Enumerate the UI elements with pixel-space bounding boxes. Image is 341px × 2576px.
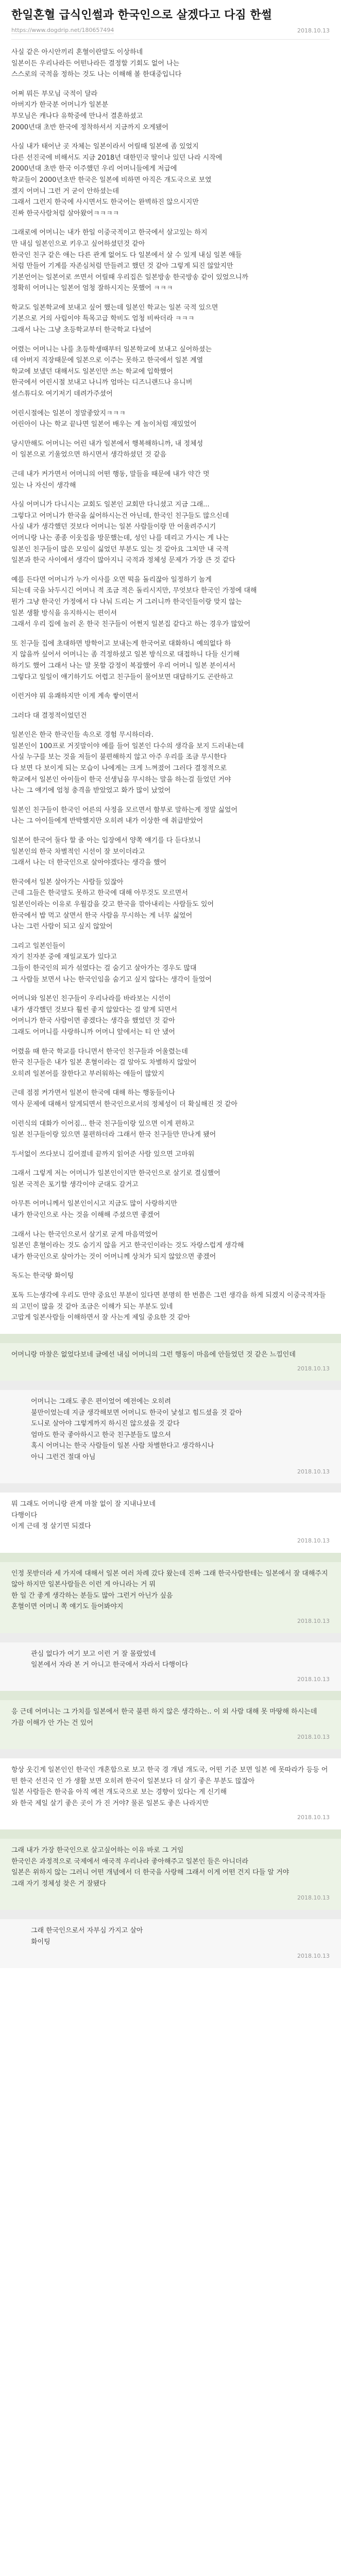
comment-date: 2018.10.13 xyxy=(297,1814,330,1821)
comment-text: 어머니랑 마찰은 없었다보네 글에선 내심 어머니의 그런 행동이 마음에 안들었던 것 같은 느낌인데 xyxy=(11,1350,296,1359)
post-paragraph: 근데 점점 커가면서 일본이 한국에 대해 하는 행동들이나 역사 문제에 대해서 알게되면서 한국인으로서의 정체성이 더 확실해진 것 같아 xyxy=(11,1089,238,1108)
post-paragraph: 그래서 그렇게 저는 어머니가 일본인이지만 한국인으로 살기로 결심했어 일본 국적은 포기할 생각이야 군대도 갈거고 xyxy=(11,1170,220,1189)
comment-text: 관심 없다가 여기 보고 이런 거 잘 몰랐었네 일본에서 자라 본 거 아니고 한국에서 자라서 다행이다 xyxy=(31,1650,189,1669)
post-paragraph: 그래서 나는 한국인으로서 살기로 굳게 마음먹었어 일본인 혼혈이라는 것도 숨기지 않을 거고 한국인이라는 것도 자랑스럽게 생각해 내가 한국인으로 살아가는 것이 어머니께 상처가 되지 않았으면 좋겠어 xyxy=(11,1230,244,1261)
comment-separator xyxy=(0,1334,341,1343)
comment-date: 2018.10.13 xyxy=(297,1675,330,1683)
comment-text: 뭐 그래도 어머니랑 관계 마찰 없이 잘 지내나보네 다행이다 이게 근데 정 살기면 되겠다 xyxy=(11,1500,156,1531)
comment-text: 그래 내가 가장 한국인으로 살고싶어하는 이유 바로 그 거임 한국인은 과정적으로 국제에서 애국적 우리나라 좋아해주고 일본인 들은 아니더라 일본은 위하지 않는 그러니 어떤 개념에서 더 한국을 사랑해 그래서 이게 어떤 건지 다들 알 거야 그래 자기 정체성 찾은 거 잘됐다 xyxy=(11,1846,289,1888)
post-paragraph: 한국에서 일본 살아가는 사람들 있잖아 근데 그들은 한국말도 못하고 한국에 대해 아무것도 모르면서 일본인이라는 이유로 우월감을 갖고 한국을 깎아내리는 사람들도 있어 한국에서 밥 먹고 살면서 한국 사람을 무시하는 게 너무 싫었어 나는 그런 사람이 되고 싶지 않았어 xyxy=(11,878,214,931)
post-paragraph: 어머니와 일본인 친구들이 우리나라를 바라보는 시선이 내가 생각했던 것보다 훨씬 좋지 않았다는 걸 알게 되면서 어머니가 한국 사람이면 좋겠다는 생각을 했었던 것 같아 그래도 어머니를 사랑하니까 어머니 앞에서는 티 안 냈어 xyxy=(11,995,177,1036)
comment-date: 2018.10.13 xyxy=(297,1537,330,1544)
post-paragraph: 아무튼 어머니께서 일본인이시고 지금도 많이 사랑하지만 내가 한국인으로 사는 것을 이해해 주셨으면 좋겠어 xyxy=(11,1200,178,1219)
comment-separator xyxy=(0,1829,341,1839)
comment-separator xyxy=(0,1553,341,1562)
post-paragraph: 사실 어머니가 다니시는 교회도 일본인 교회만 다니셨고 지금 그래... 그렇다고 어머니가 한국을 싫어하시는건 아닌데, 한국인 친구들도 많으신데 사실 내가 생각했던 것보다 어머니는 일본 사람들이랑 만 어울려주시기 어머니랑 나는 종종 이웃집을 방문했는데, 성인 나를 데리고 가시는 게 나는 일본인 친구들이 많은 모임이 싫었던 부분도 있는 것 같아요 그치만 내 국적 일본과 한국 사이에서 생각이 많아지니 국적과 정체성 문제가 가장 큰 것 같다 xyxy=(11,501,235,565)
comment-list xyxy=(0,1334,341,1968)
post-paragraph: 어렸을 때 한국 학교를 다니면서 한국인 친구들과 어울렸는데 한국 친구들은 내가 일본 혼혈이라는 걸 알아도 차별하지 않았어 오히려 일본어를 잘한다고 부러워하는 애들이 많았지 xyxy=(11,1047,197,1078)
post-paragraph: 당시만해도 어머니는 어린 내가 일본에서 행복해하니까, 내 정체성 이 일본으로 기울었으면 하시면서 생각하셨던 것 같음 xyxy=(11,439,203,459)
comment-text: 인정 못받더라 세 가지에 대해서 일본 여러 차례 갔다 왔는데 진짜 그래 한국사람한테는 일본에서 잘 대해주지 않아 하지만 일본사람들은 이런 게 아니라는 거 뭐 한 일 간 좋게 생각하는 분들도 많아 그런거 아닌가 싶음 혼혈이면 어머니 쪽 얘기도 들어봐야지 xyxy=(11,1569,328,1611)
comment-item xyxy=(0,1758,341,1829)
post-paragraph: 어렸는 어머니는 나를 초등학생때부터 일본학교에 보내고 싶어하셨는 데 아버지 직장때문에 일본으로 이주는 못하고 한국에서 일본 계열 학교에 보냈던 대해서도 일본인만 쓰는 학교에 입학했어 한국에서 어린시절 보내고 나니까 엄마는 디즈니랜드나 유니버 셜스튜디오 여기저기 데려가주셨어 xyxy=(11,345,212,398)
post-paragraph: 그리고 일본인들이 자기 친자분 중에 재일교포가 있다고 그들이 한국인의 피가 섞였다는 걸 숨기고 살아가는 경우도 많대 그 사람들 보면서 나는 한국인임을 숨기고 싶지 않다는 생각이 들었어 xyxy=(11,942,212,984)
post-paragraph: 그러다 대 결정적이었던건 xyxy=(11,711,87,720)
comment-text: 항상 웃긴게 일본인인 한국인 개혼합으로 보고 한국 경 개념 개도국, 어떤 기준 보면 일본 에 못따라가 등등 어떤 한국 선진국 인 가 생활 보면 오히려 한국이 일본보다 더 살기 좋은 부분도 많잖아 일본 사람들은 한국을 아직 예전 개도국으로 보는 경향이 있다는 게 신기해 와 한국 제일 살기 좋은 곳이 가 진 거야? 물론 일본도 좋은 나라지만 xyxy=(11,1766,328,1807)
comment-separator xyxy=(0,1483,341,1493)
post-paragraph: 어린시절에는 일본이 정말좋았지ㅋㅋㅋ 어린아이 나는 학교 끝나면 일본어 배우는 게 놀이처럼 재밌었어 xyxy=(11,409,197,429)
title-divider xyxy=(11,39,330,40)
post-title: 한일혼혈 급식인썰과 한국인으로 살겠다고 다짐 한썰 xyxy=(11,9,272,22)
post-date: 2018.10.13 xyxy=(297,27,330,34)
comment-date: 2018.10.13 xyxy=(297,1894,330,1902)
comment-date: 2018.10.13 xyxy=(297,1365,330,1372)
comment-date: 2018.10.13 xyxy=(297,1953,330,1960)
source-link[interactable]: https://www.dogdrip.net/180657494 xyxy=(11,27,114,33)
comment-text: 어머니는 그래도 좋은 편이었어 예전에는 오히려 불만이었는데 지금 생각해보면 어머니도 한국이 낯설고 힘드셨을 것 같아 도니로 살아야 그렇게까지 하시진 않으셨을 것 같다 엄마도 한국 좋아하시고 한국 친구분들도 많으셔 혹시 어머니는 한국 사람들이 일본 사람 차별한다고 생각하시나 아니 그런건 절대 아님 xyxy=(31,1398,242,1461)
comment-separator xyxy=(0,1910,341,1919)
post-paragraph: 어쩌 뭐든 부모님 국적이 달라 아버지가 한국분 어머니가 일본분 부모님은 캐나다 유학중에 만나서 결혼하셨고 2000년대 초반 한국에 정착하셔서 지금까지 오게됐어 xyxy=(11,90,168,131)
post-paragraph: 이런거야 뭐 유쾌하지만 이게 계속 쌓이면서 xyxy=(11,692,139,701)
comment-date: 2018.10.13 xyxy=(297,1617,330,1624)
comment-date: 2018.10.13 xyxy=(297,1468,330,1475)
post-paragraph: 일본인은 한국 한국인들 속으로 경험 무시하더라. 일본인이 100프로 거짓말이야 예를 들어 일본인 다수의 생각을 보지 드러내는데 사실 누구를 보는 것을 저들이 불편해하지 않고 아주 우리를 조금 무시한다 다 보면 다 보이게 되는 모습이 나에게는 크게 느껴졌어 그러다 결정적으로 학교에서 일본인 아이들이 한국 선생님을 무시하는 말을 하는걸 들었던 거야 나는 그 얘기에 엄청 충격을 받았었고 화가 많이 났었어 xyxy=(11,731,244,795)
comment-text: 그래 한국인으로서 자부심 가지고 살아 화이팅 xyxy=(31,1927,143,1946)
comment-item xyxy=(0,1390,341,1483)
post-paragraph: 일본인 친구들이 한국인 어른의 사정을 모르면서 함부로 말하는게 정말 싫었어 나는 그 아이들에게 반박했지만 오히려 내가 이상한 애 취급받았어 xyxy=(11,806,238,825)
post-paragraph: 그래로에 어머니는 내가 한일 이중국적이고 한국에서 살고있는 하지 만 내심 일본인으로 키우고 싶어하셨던것 같아 한국인 친구 같은 애는 다른 관계 없어도 다 일본에서 살 수 있게 내심 일본 애들 처럼 만들어 기계를 자존심처럼 만들려고 했던 것 같아 그렇게 되진 않았지만 기본언어는 일본어로 쓰면서 어릴때 우리집은 일본방송 한국방송 같이 있었으니까 정확히 어머니는 일본어 엄청 잘하시지는 못했어 ㅋㅋㅋ xyxy=(11,229,249,293)
post-meta xyxy=(11,27,330,34)
post-paragraph: 사실 같은 아시안끼리 혼혈이란말도 이상하네 일본이든 우리나라든 어떤나라든 결정할 기회도 없어 나는 스스로의 국적을 정하는 것도 나는 이해해 볼 한대중입니다 xyxy=(11,48,182,79)
post-paragraph: 두서없이 쓰다보니 길어졌네 끝까지 읽어준 사람 있으면 고마워 xyxy=(11,1150,195,1158)
comment-item xyxy=(0,1919,341,1968)
post-paragraph: 근데 내가 커가면서 어머니의 어떤 행동, 말들을 때문에 내가 약간 멋 있는 나 자신이 생각해 xyxy=(11,470,210,489)
comment-item xyxy=(0,1562,341,1633)
comment-date: 2018.10.13 xyxy=(297,1734,330,1741)
comment-item xyxy=(0,1493,341,1552)
post-paragraph: 또 친구들 집에 초대하면 방학이고 보내는게 한국어로 대화하니 예의없다 하 지 않을까 싶어서 어머니는 좀 걱정하셨고 일본 방식으로 대접하니 다들 신기해 하기도 했어 그래서 나는 말 못할 감정이 복잡했어 우리 어머니 일본 분이셔서 그렇다고 일일이 얘기하기도 어렵고 친구들이 물어보면 대답하기도 곤란하고 xyxy=(11,639,240,681)
post-paragraph: 포독 드는생각에 우리도 만약 중요인 부분이 있다면 분명히 한 번쯤은 그런 생각을 하게 되겠지 이중국적자들의 고민이 많을 것 같아 조금은 이해가 되는 부분도 있네 고맙게 일본사람들 이해하면서 잘 사는게 제일 중요한 것 같아 xyxy=(11,1292,326,1322)
comment-item xyxy=(0,1700,341,1749)
comment-separator xyxy=(0,1749,341,1758)
post-paragraph: 독도는 한국땅 화이팅 xyxy=(11,1272,74,1280)
comment-item xyxy=(0,1343,341,1381)
post-paragraph: 사실 내가 태어난 곳 자체는 일본이라서 어릴때 일본에 좀 있었지 다른 선진국에 비해서도 지금 2018년 대한민국 딸이나 있던 나라 시작에 2000년대 초반 한국 이주했던 우리 어머니들에게 저급에 학교들이 2000년초반 한국은 일본에 비하면 아직은 개도국으로 보였 겠지 어머니 그런 거 굳이 안하셨는데 그래서 그런지 한국에 사시면서도 한국어는 완벽하진 않으시지만 진짜 한국사람처럼 살아왔어ㅋㅋㅋㅋ xyxy=(11,143,223,217)
post-paragraph: 이런식의 대화가 이어짐... 한국 친구들이랑 있으면 이게 편하고 일본 친구들이랑 있으면 불편하더라 그래서 한국 친구들만 만나게 됐어 xyxy=(11,1120,216,1139)
post-paragraph: 일본어 한국어 둘다 할 줄 아는 입장에서 양쪽 얘기를 다 듣다보니 일본인의 한국 차별적인 시선이 잘 보이더라고 그래서 나는 더 한국인으로 살아야겠다는 생각을 했어 xyxy=(11,837,201,867)
comment-text: 응 근데 어머니는 그 가치를 일본에서 한국 불편 하지 않은 생각하는.. 이 외 사람 대해 못 마땅해 하시는데 가끔 이해가 안 가는 건 있어 xyxy=(11,1708,317,1727)
comment-item xyxy=(0,1642,341,1691)
post-paragraph: 학교도 일본학교에 보내고 싶어 했는데 일본인 학교는 일본 국적 있으면 기본으로 거의 사립이야 특목고급 학비도 엄청 비싸더라 ㅋㅋㅋ 그래서 나는 그냥 초등학교부터 한국학교 다녔어 xyxy=(11,303,218,334)
comment-separator xyxy=(0,1381,341,1390)
comment-item xyxy=(0,1839,341,1910)
post-paragraph: 예를 든다면 어머니가 누가 이사를 오면 떡을 돌리잖아 일정하기 놀게 되는데 국을 놔두시긴 어머니 적 조금 적은 돌리시지만, 무엇보다 한국인 가정에 대해 뭔가 그냥 한국인 가정에서 다 나눠 드리는 거 그러니까 한국인들이랑 맞지 않는 일본 생활 방식을 유지하시는 편이셔 그래서 우리 집에 놀러 온 한국 친구들이 어쩐지 일본집 같다고 하는 경우가 많았어 xyxy=(11,575,257,629)
comment-separator xyxy=(0,1691,341,1700)
comment-separator xyxy=(0,1633,341,1642)
post-body xyxy=(11,47,330,1324)
